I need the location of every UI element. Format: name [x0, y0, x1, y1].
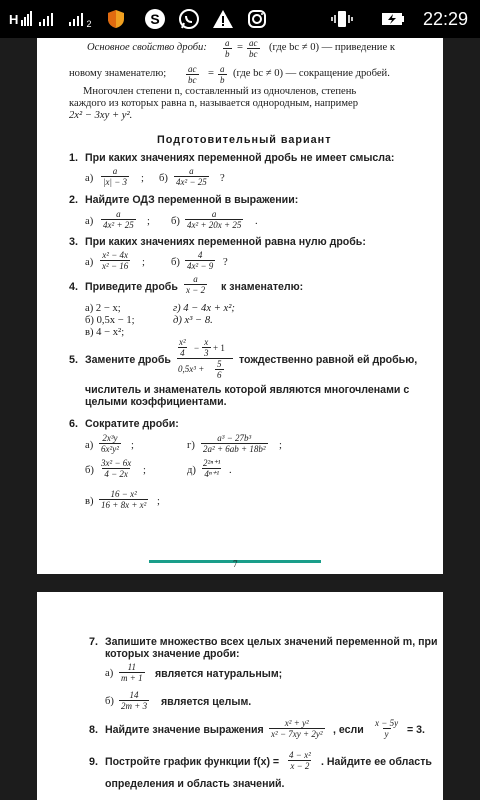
q6-v-label: в) — [85, 496, 94, 507]
q7-text-1: Запишите множество всех целых значений переменной m, при — [105, 636, 438, 648]
q2-b-den: 4x² + 20x + 25 — [187, 220, 242, 230]
q7-a-text: является натуральным; — [155, 668, 283, 680]
q6-b-label: б) — [85, 465, 94, 476]
sim2-signal-icon — [62, 0, 98, 38]
section-title: Подготовительный вариант — [157, 134, 332, 146]
q9-text-a: Постройте график функции f(x) = — [105, 756, 280, 768]
document-page-2 — [37, 592, 443, 800]
intro-line-1b: (где bc ≠ 0) — приведение к — [269, 42, 395, 53]
q5-main-bar — [177, 358, 233, 359]
q5-text-a: Замените дробь — [85, 354, 171, 366]
q9-text-c: определения и область значений. — [105, 778, 285, 790]
q3-a-label: а) — [85, 257, 94, 268]
q1-b-end: ? — [220, 173, 225, 184]
q4-opt-g: г) 4 − 4x + x²; — [173, 303, 235, 314]
q8-text-c: = 3. — [407, 724, 425, 736]
q5-num-plus: + 1 — [213, 343, 225, 353]
q2-a-end: ; — [147, 216, 150, 227]
q1-a-fraction — [101, 166, 129, 187]
q2-b-num: a — [211, 209, 217, 219]
q5-num-frac-2: $\frac{x}{3}$ — [204, 337, 209, 358]
q8-text-a: Найдите значение выражения — [105, 724, 264, 736]
q9-text-b: . Найдите ее область — [321, 756, 432, 768]
q1-b-label: б) — [159, 173, 168, 184]
q1-b-fraction — [174, 166, 209, 187]
q4-opt-b: б) 0,5x − 1; — [85, 315, 135, 326]
battery-charging-icon — [380, 0, 406, 38]
q8-text-b: , если — [333, 724, 364, 736]
q4-text-b: к знаменателю: — [221, 281, 304, 293]
signal-bars-icon — [37, 0, 59, 38]
intro-line-2a: новому знаменателю; — [69, 68, 167, 79]
q1-a-den: |x| − 3 — [103, 177, 128, 187]
q2-a-fraction — [101, 209, 136, 230]
q3-number: 3. — [69, 236, 79, 248]
q2-text: Найдите ОДЗ переменной в выражении: — [85, 194, 299, 206]
q1-a-end: ; — [141, 173, 144, 184]
q6-g-end: ; — [279, 440, 282, 451]
q7-text-2: которых значение дроби: — [105, 648, 240, 660]
whatsapp-icon — [176, 0, 202, 38]
signal-h-icon — [8, 0, 34, 38]
q6-b-end: ; — [143, 465, 146, 476]
equals-sign: = — [237, 42, 243, 53]
q9-number: 9. — [89, 756, 99, 768]
frac-ac-bc-2: $\frac{ac}{bc}$ — [188, 64, 197, 85]
q2-b-end: . — [255, 216, 258, 227]
q5-num-minus: − — [194, 343, 200, 353]
q3-a-den: x² − 16 — [102, 261, 129, 271]
q1-a-label: а) — [85, 173, 94, 184]
vpn-s-icon — [142, 0, 168, 38]
q3-b-end: ? — [223, 257, 228, 268]
shield-app-icon — [104, 0, 128, 38]
q1-text: При каких значениях переменной дробь не имеет смысла: — [85, 152, 395, 164]
q2-number: 2. — [69, 194, 79, 206]
q3-a-fraction — [100, 250, 130, 271]
q3-b-label: б) — [171, 257, 180, 268]
q7-b-label: б) — [105, 696, 114, 707]
q2-a-den: 4x² + 25 — [103, 220, 134, 230]
instagram-icon — [244, 0, 270, 38]
q4-opt-v: в) 4 − x²; — [85, 327, 125, 338]
q4-opt-a: а) 2 − x; — [85, 303, 121, 314]
q7-number: 7. — [89, 636, 99, 648]
intro-line-1a: Основное свойство дроби: — [87, 42, 207, 53]
frac-a-b: $\frac{a}{b}$ — [225, 38, 230, 59]
frac-ac-bc: $\frac{ac}{bc}$ — [249, 38, 258, 59]
q7-a-label: а) — [105, 668, 114, 679]
q9-fraction: $\frac{\text{4 − x²}}{x - 2}$ — [289, 750, 311, 771]
q8-number: 8. — [89, 724, 99, 736]
status-bar — [0, 0, 480, 38]
q4-frac-den: x − 2 — [186, 285, 206, 295]
q4-frac-num: a — [193, 274, 198, 284]
q6-a-label: а) — [85, 440, 94, 451]
q7-b-fraction: $\frac{14}{2m + 3}$ — [121, 690, 148, 711]
warning-icon — [210, 0, 236, 38]
q6-a-end: ; — [131, 440, 134, 451]
q5-den-frac: $\frac{5}{6}$ — [217, 359, 222, 380]
intro-line-3: Многочлен степени n, составленный из одночленов, степень — [83, 86, 357, 97]
equals-sign-2: = — [208, 68, 214, 79]
q2-b-label: б) — [171, 216, 180, 227]
q5-text-d: целыми коэффициентами. — [85, 396, 227, 408]
q3-a-end: ; — [142, 257, 145, 268]
q1-number: 1. — [69, 152, 79, 164]
q6-number: 6. — [69, 418, 79, 430]
q1-b-num: a — [189, 166, 194, 176]
q6-v-fraction: $\frac{\text{16 − x²}}{\text{16 + 8x + x²}}$ — [101, 489, 147, 510]
q8-fraction: $\frac{\text{x² + y²}}{\text{x² − 7xy + 2y²}}$ — [271, 718, 323, 739]
q6-b-fraction: $\frac{\text{3x² − 6x}}{4 - 2x}$ — [101, 458, 132, 479]
q6-v-end: ; — [157, 496, 160, 507]
q6-g-fraction: $\frac{\text{a³ − 27b³}}{\text{2a² + 6ab + 18b²}}$ — [203, 433, 266, 454]
q1-a-num: a — [112, 166, 118, 176]
page-number: 7 — [233, 559, 238, 569]
q3-b-num: 4 — [197, 250, 203, 260]
q7-b-text: является целым. — [161, 696, 252, 708]
q1-b-den: 4x² − 25 — [176, 177, 207, 187]
q7-a-fraction: $\frac{11}{m + 1}$ — [121, 662, 143, 683]
q3-b-fraction — [185, 250, 215, 271]
q2-a-num: a — [116, 209, 121, 219]
document-page-1 — [37, 38, 443, 574]
q3-a-num: x² − 4x — [102, 250, 129, 260]
frac-a-b-2: $\frac{a}{b}$ — [220, 64, 225, 85]
q6-d-label: д) — [187, 465, 196, 476]
intro-line-4: каждого из которых равна n, называется однородным, например — [69, 98, 359, 109]
q6-text: Сократите дроби: — [85, 418, 179, 430]
svg-text:H: H — [9, 12, 19, 27]
q6-g-label: г) — [187, 440, 195, 451]
svg-text:S: S — [150, 11, 160, 27]
q3-text: При каких значениях переменной равна нулю дробь: — [85, 236, 366, 248]
sim-label: 2 — [86, 19, 92, 29]
intro-line-2b: (где bc ≠ 0) — сокращение дробей. — [233, 68, 390, 79]
q5-number: 5. — [69, 354, 79, 366]
q6-d-end: . — [229, 465, 232, 476]
q4-text-a: Приведите дробь — [85, 281, 178, 293]
q6-a-fraction: $\frac{\text{2x³y}}{\text{6x²y²}}$ — [101, 433, 119, 454]
q4-opt-d: д) x³ − 8. — [173, 315, 213, 326]
q6-d-fraction: $\frac{\text{2²ⁿ⁺¹}}{\text{4ⁿ⁺¹}}$ — [203, 458, 221, 479]
q5-text-b: тождественно равной ей дробью, — [239, 354, 418, 366]
q3-b-den: 4x² − 9 — [187, 261, 214, 271]
q5-num-frac-1: $\frac{\text{x²}}{4}$ — [179, 337, 186, 358]
clock: 22:29 — [422, 9, 468, 29]
vibrate-icon — [330, 0, 354, 38]
q2-b-fraction — [185, 209, 243, 230]
intro-line-5: 2x² − 3xy + y². — [69, 110, 133, 121]
q4-number: 4. — [69, 281, 79, 293]
q5-den-a: 0,5x³ + — [178, 364, 205, 374]
q5-text-c: числитель и знаменатель которой являются многочленами с — [85, 384, 410, 396]
q4-fraction — [184, 274, 207, 295]
q2-a-label: а) — [85, 216, 94, 227]
q5-complex-fraction — [177, 337, 233, 379]
q8-cond-fraction: $\frac{x - 5y}{y}$ — [375, 718, 399, 739]
